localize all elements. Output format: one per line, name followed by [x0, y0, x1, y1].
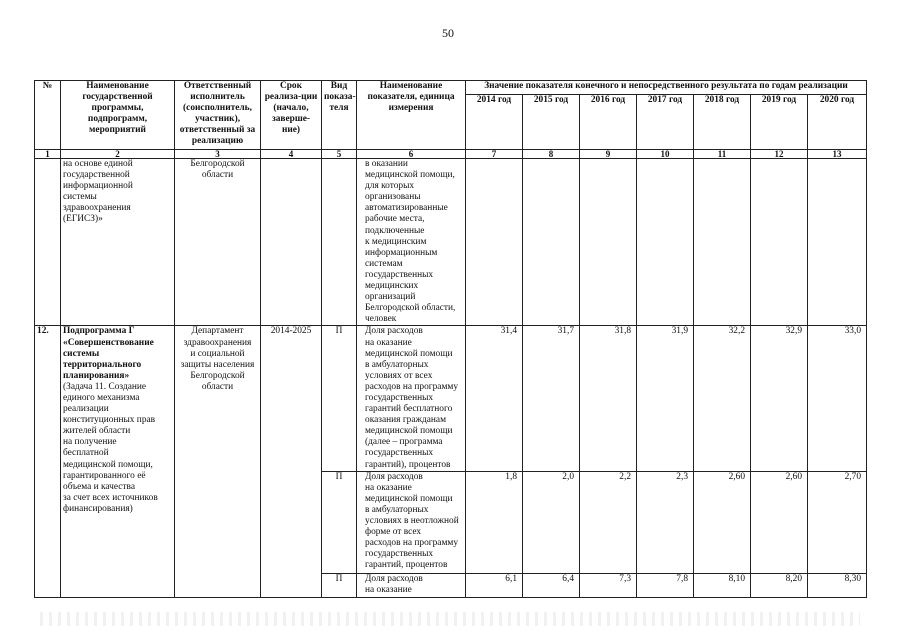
col-number: 13: [808, 150, 867, 159]
cell-term: [261, 159, 322, 326]
col-number: 12: [751, 150, 808, 159]
table-row-12-indicator-1: [35, 326, 867, 471]
col-number: 1: [35, 150, 61, 159]
subprogram-title: Подпрограмма Г «Совершенствование системы территориального планирования»: [63, 326, 154, 381]
col-number: 3: [175, 150, 261, 159]
cell-value: 8,30: [808, 573, 867, 597]
cell-value: 2,60: [751, 471, 808, 573]
cell-type: П: [322, 326, 357, 471]
cell-value: 7,3: [580, 573, 637, 597]
column-numbers-row: [35, 150, 867, 159]
cell-value: 8,10: [694, 573, 751, 597]
cell-value: 2,60: [694, 471, 751, 573]
col-number: 5: [322, 150, 357, 159]
cell-num: 12.: [35, 326, 61, 597]
cell-value: [523, 159, 580, 326]
header-responsible: Ответственный исполнитель (соисполнитель, участник), ответственный за реализацию: [175, 81, 261, 150]
header-year: 2016 год: [580, 95, 637, 150]
cell-value: [580, 159, 637, 326]
cell-value: 6,1: [466, 573, 523, 597]
cell-program: на основе единой государственной информационной системы здравоохранения (ЕГИСЗ)»: [61, 159, 175, 326]
cell-type: П: [322, 573, 357, 597]
cell-value: 1,8: [466, 471, 523, 573]
header-year: 2014 год: [466, 95, 523, 150]
cell-indicator: в оказании медицинской помощи, для которых организованы автоматизированные рабочие места, подключенные к медицинским информационным системам государственных медицинских организаций Белгородской области, человек: [357, 159, 466, 326]
cell-num: [35, 159, 61, 326]
cell-value: 2,0: [523, 471, 580, 573]
col-number: 2: [61, 150, 175, 159]
cell-value: 2,3: [637, 471, 694, 573]
cell-value: 31,8: [580, 326, 637, 471]
cell-value: 33,0: [808, 326, 867, 471]
header-num: №: [35, 81, 61, 150]
indicators-table: [34, 80, 867, 598]
col-number: 4: [261, 150, 322, 159]
cell-value: 31,4: [466, 326, 523, 471]
cell-term: 2014-2025: [261, 326, 322, 597]
cell-value: 7,8: [637, 573, 694, 597]
header-year: 2015 год: [523, 95, 580, 150]
header-type: Вид показа-теля: [322, 81, 357, 150]
subprogram-task: (Задача 11. Создание единого механизма реализации конституционных прав жителей области на получение бесплатной медицинской помощи, гарантированного её объема и качества за счет всех источников финансирования): [63, 381, 158, 514]
header-row: [35, 81, 867, 95]
cell-indicator: Доля расходов на оказание: [357, 573, 466, 597]
cell-value: [466, 159, 523, 326]
scan-artifact: [40, 612, 860, 626]
cell-type: [322, 159, 357, 326]
cell-value: 2,70: [808, 471, 867, 573]
col-number: 10: [637, 150, 694, 159]
header-values-group: Значение показателя конечного и непосредственного результата по годам реализации: [466, 81, 867, 95]
cell-value: 8,20: [751, 573, 808, 597]
cell-value: [751, 159, 808, 326]
header-term: Срок реализа-ции (начало, заверше-ние): [261, 81, 322, 150]
col-number: 8: [523, 150, 580, 159]
col-number: 7: [466, 150, 523, 159]
header-indicator: Наименование показателя, единица измерения: [357, 81, 466, 150]
header-year: 2020 год: [808, 95, 867, 150]
cell-value: [808, 159, 867, 326]
header-year: 2017 год: [637, 95, 694, 150]
col-number: 11: [694, 150, 751, 159]
cell-program: [61, 326, 175, 597]
header-program: Наименование государственной программы, подпрограмм, мероприятий: [61, 81, 175, 150]
cell-value: 31,9: [637, 326, 694, 471]
col-number: 9: [580, 150, 637, 159]
cell-value: 32,2: [694, 326, 751, 471]
cell-value: [637, 159, 694, 326]
col-number: 6: [357, 150, 466, 159]
header-year: 2019 год: [751, 95, 808, 150]
cell-responsible: Департамент здравоохранения и социальной защиты населения Белгородской области: [175, 326, 261, 597]
cell-value: 6,4: [523, 573, 580, 597]
cell-responsible: Белгородской области: [175, 159, 261, 326]
header-year: 2018 год: [694, 95, 751, 150]
cell-type: П: [322, 471, 357, 573]
cell-indicator: Доля расходов на оказание медицинской помощи в амбулаторных условиях от всех расходов на программу государственных гарантий бесплатного оказания гражданам медицинской помощи (далее – программа государственных гарантий), процентов: [357, 326, 466, 471]
cell-value: 31,7: [523, 326, 580, 471]
page-number: 50: [442, 26, 454, 40]
cell-value: [694, 159, 751, 326]
cell-indicator: Доля расходов на оказание медицинской помощи в амбулаторных условиях в неотложной форме от всех расходов на программу государственных гарантий, процентов: [357, 471, 466, 573]
table-row-continuation: [35, 159, 867, 326]
cell-value: 2,2: [580, 471, 637, 573]
cell-value: 32,9: [751, 326, 808, 471]
